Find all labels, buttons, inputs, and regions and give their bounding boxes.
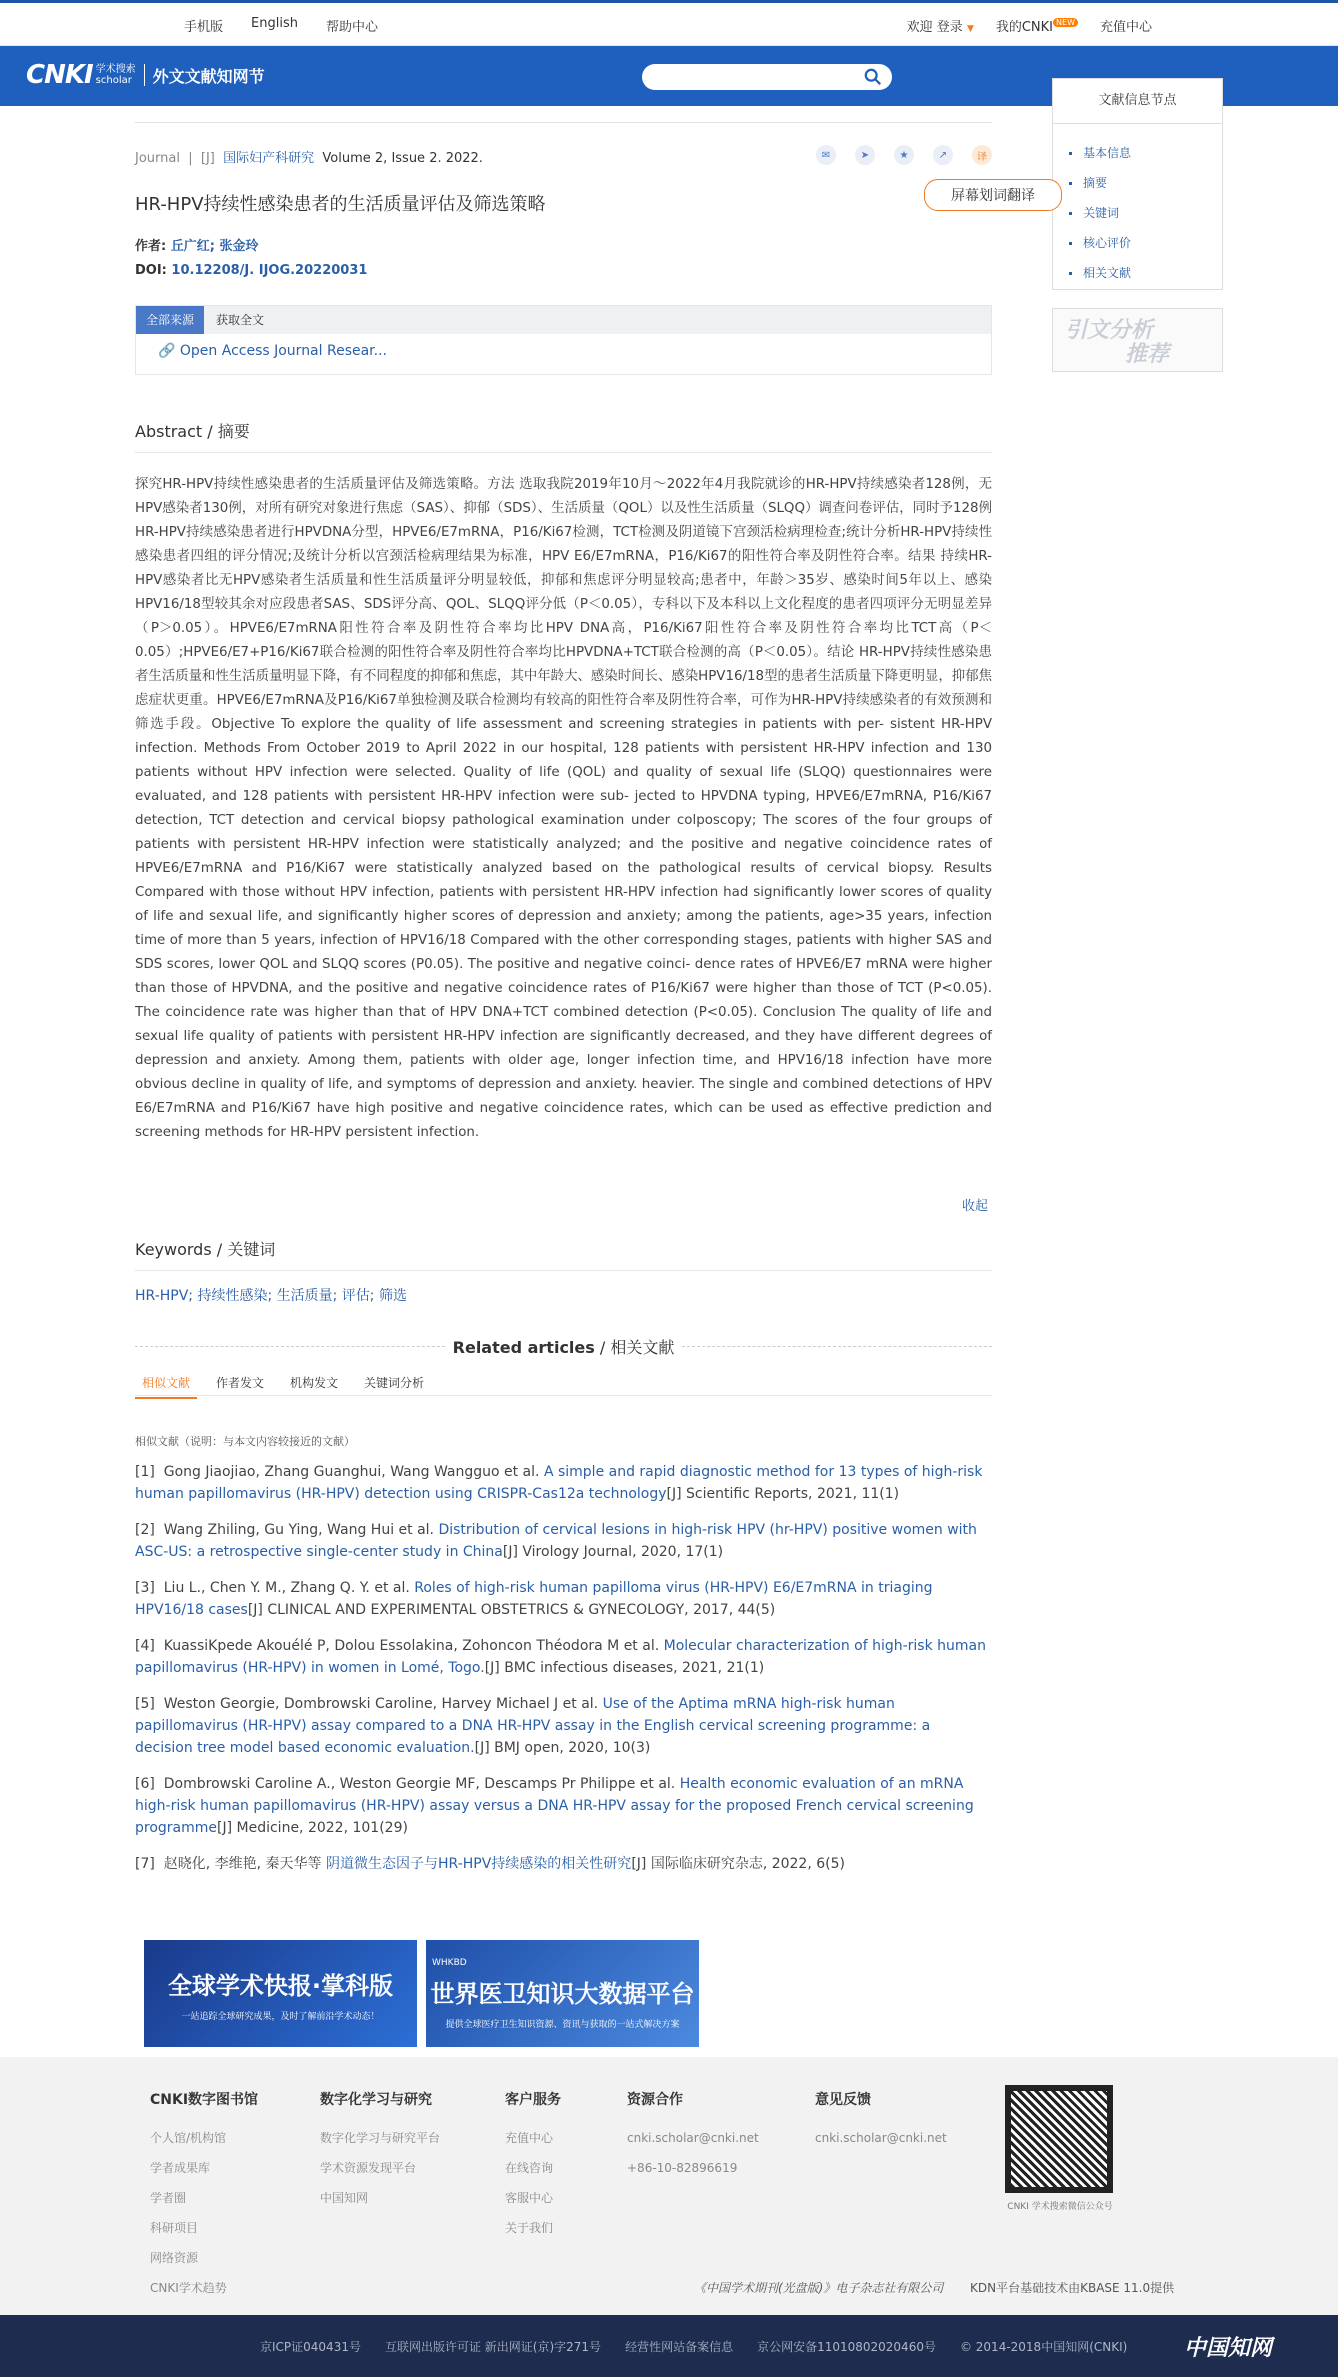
footer-link[interactable]: 在线咨询 [505,2161,554,2175]
ref-link[interactable]: 阴道微生态因子与HR-HPV持续感染的相关性研究 [326,1856,632,1872]
record-text[interactable]: 经营性网站备案信息 [625,2340,734,2354]
keywords-heading: Keywords / 关键词 [135,1237,992,1271]
side-item-related[interactable]: 相关文献 [1069,258,1222,288]
ref-link[interactable]: A simple and rapid diagnostic method for 13 types of high-risk human papillomavirus (HR-HPV) detection using CRISPR-Cas12a technology [135,1464,983,1502]
star-icon[interactable]: ★ [894,145,914,165]
journal-link[interactable]: 国际妇产科研究 [223,151,315,166]
share-icon[interactable]: ➤ [855,145,875,165]
help-link[interactable]: 帮助中心 [325,20,378,35]
english-link[interactable]: English [251,16,298,31]
tab-institution[interactable]: 机构发文 [290,1376,339,1390]
reference-list [135,1461,992,1889]
abstract-text: 探究HR-HPV持续性感染患者的生活质量评估及筛选策略。方法 选取我院2019年10月～2022年4月我院就诊的HR-HPV持续感染者128例，无HPV感染者130例，对所有研究对象进行焦虑（SAS）、抑郁（SDS）、生活质量（QOL）以及性生活质量（SLQQ）调查问卷评估，同时予128例HR-HPV持续感染患者进行HPVDNA分型，HPVE6/E7mRNA，P16/Ki67检测，TCT检测及阴道镜下宫颈活检病理检查;统计分析HR-HPV持续性感染患者四组的评分情况;及统计分析以宫颈活检病理结果为标准，HPV E6/E7mRNA，P16/Ki67的阳性符合率及阴性符合率。结果 持续HR-HPV感染者比无HPV感染者生活质量和性生活质量评分明显较低，抑郁和焦虑评分明显较高;患者中，年龄＞35岁、感染时间5年以上、感染HPV16/18型较其余对应段患者SAS、SDS评分高、QOL、SLQQ评分低（P＜0.05），专科以下及本科以上文化程度的患者四项评分无明显差异（P＞0.05）。HPVE6/E7mRNA阳性符合率及阴性符合率均比HPV DNA高，P16/Ki67阳性符合率及阴性符合率均比TCT高（P＜0.05）;HPVE6/E7+P16/Ki67联合检测的阳性符合率及阴性符合率均比HPVDNA+TCT联合检测的高（P＜0.05）。结论 HR-HPV持续性感染患者生活质量和性生活质量明显下降，有不同程度的抑郁和焦虑，其中年龄大、感染时间长、感染HPV16/18型的患者生活质量下降更明显，抑郁焦虑症状更重。HPVE6/E7mRNA及P16/Ki67单独检测及联合检测均有较高的阳性符合率及阴性符合率，可作为HR-HPV持续感染者的有效预测和筛选手段。Objective To explore the quality of life assessment and screening strategies in patients with per- sistent HR-HPV infection. Methods From October 2019 to April 2022 in our hospital, 128 patients with persistent HR-HPV infection and 130 patients without HPV infection were selected. Quality of life (QOL) and quality of sexual life (SLQQ) questionnaires were evaluated, and 128 patients with persistent HR-HPV infection were sub- jected to HPVDNA typing, HPVE6/E7mRNA, P16/Ki67 detection, TCT detection and cervical biopsy pathological examination under colposcopy; The scores of the four groups of patients with persistent HR-HPV infection were statistically analyzed; and the positive and negative coincidence rates of HPVE6/E7mRNA and P16/Ki67 were statistically analyzed based on the pathological results of cervical biopsy. Results Compared with those without HPV infection, patients with persistent HR-HPV infection had significantly lower scores of quality of life and sexual life, and significantly higher scores of depression and anxiety; among the patients, age>35 years, infection time of more than 5 years, infection of HPV16/18 Compared with the other corresponding stages, patients with higher SAS and SDS scores, lower QOL and SLQQ scores (P0.05). The positive and negative coinci- dence rates of HPVE6/E7 mRNA were higher than those of HPVDNA, and the positive and negative coincidence rates of P16/Ki67 were higher than those of TCT (P<0.05). The coincidence rate was higher than that of HPV DNA+TCT combined detection (P<0.05). Conclusion The quality of life and sexual life quality of patients with persistent HR-HPV infection are significantly decreased, and they have different degrees of depression and anxiety. Among them, patients with older age, longer infection time, and HPV16/18 infection have more obvious decline in quality of life, and symptoms of depression and anxiety. heavier. The single and combined detections of HPV E6/E7mRNA and P16/Ki67 have high positive and negative coincidence rates, which can be used as effective prediction and screening methods for HR-HPV persistent infection. [135,477,992,1140]
footer-link[interactable]: 学者圈 [150,2191,187,2205]
list-item: [1] Gong Jiaojiao, Zhang Guanghui, Wang Wangguo et al. A simple and rapid diagnostic method for 13 types of high-risk human papillomavirus (HR-HPV) detection using CRISPR-Cas12a technology[J] Scientific Reports, 2021, 11(1) [135,1464,983,1502]
footer-link[interactable]: cnki.scholar@cnki.net [627,2131,759,2145]
tech-text: KDN平台基础技术由KBASE 11.0提供 [970,2281,1175,2295]
abstract-heading: Abstract / 摘要 [135,419,992,453]
open-access-link[interactable]: Open Access Journal Resear... [179,343,387,359]
footer-link[interactable]: 学者成果库 [150,2161,211,2175]
publisher-text: 《中国学术期刊(光盘版)》电子杂志社有限公司 [694,2281,944,2295]
list-item: [5] Weston Georgie, Dombrowski Caroline, Harvey Michael J et al. Use of the Aptima mRNA high-risk human papillomavirus (HR-HPV) assay compared to a DNA HR-HPV assay in the English cervical screening programme: a decision tree model based economic evaluation.[J] BMJ open, 2020, 10(3) [135,1696,931,1756]
recharge-link[interactable]: 充值中心 [1099,20,1152,35]
footer-col-learning: 数字化学习与研究 数字化学习与研究平台 学术资源发现平台 中国知网 [320,2089,440,2213]
tab-keyword-analysis[interactable]: 关键词分析 [364,1376,425,1390]
footer-link[interactable]: cnki.scholar@cnki.net [815,2131,947,2145]
tab-get-fulltext[interactable]: 获取全文 [216,313,265,327]
footer-link[interactable]: 客服中心 [505,2191,554,2205]
footer-link[interactable]: 中国知网 [320,2191,369,2205]
side-item-basic[interactable]: 基本信息 [1069,138,1222,168]
page-title: HR-HPV持续性感染患者的生活质量评估及筛选策略 [135,194,546,215]
similar-note: 相似文献（说明：与本文内容较接近的文献） [135,1435,355,1448]
main-content [135,122,1035,1872]
footer-link[interactable]: 网络资源 [150,2251,199,2265]
chevron-down-icon: ▼ [966,24,974,34]
my-cnki-link[interactable]: 我的CNKI [995,20,1054,35]
collapse-link[interactable]: 收起 [961,1199,988,1214]
info-nodes-panel [1052,78,1223,290]
footer-link: +86-10-82896619 [627,2161,738,2175]
authors-row: 作者: 丘广红; 张金玲 [135,239,259,254]
top-bar [0,0,1338,46]
ref-link[interactable]: Roles of high-risk human papilloma virus (HR-HPV) E6/E7mRNA in triaging HPV16/18 cases [135,1580,933,1618]
tab-author[interactable]: 作者发文 [216,1376,265,1390]
qr-caption: CNKI 学术搜索微信公众号 [1007,2202,1113,2212]
breadcrumb: Journal | [J] 国际妇产科研究 Volume 2, Issue 2. 2022. [135,151,483,166]
list-item: [4] KuassiKpede Akouélé P, Dolou Essolakina, Zohoncon Théodora M et al. Molecular characterization of high-risk human papillomavirus (HR-HPV) in women in Lomé, Togo.[J] BMC infectious diseases, 2021, 21(1) [135,1638,986,1676]
copyright-text: © 2014-2018中国知网(CNKI) [959,2340,1128,2354]
toolbar [816,145,992,165]
qr-code [1005,2085,1113,2193]
tab-similar[interactable]: 相似文献 [135,1374,197,1399]
footer-col-feedback: 意见反馈 cnki.scholar@cnki.net [815,2089,947,2153]
link-icon: 🔗 [158,343,176,359]
footer-link[interactable]: CNKI学术趋势 [150,2281,227,2295]
footer-link[interactable]: 数字化学习与研究平台 [320,2131,441,2145]
banner-medical-platform[interactable]: WHKBD 世界医卫知识大数据平台 提供全球医疗卫生知识资源、资讯与获取的一站式解决方案 [426,1940,699,2047]
police-text[interactable]: 京公网安备11010802020460号 [757,2340,936,2354]
footer-link[interactable]: 个人馆/机构馆 [150,2131,227,2145]
copyright-bar [0,2315,1338,2377]
footer-link[interactable]: 关于我们 [505,2221,554,2235]
side-item-core[interactable]: 核心评价 [1069,228,1222,258]
ref-link[interactable]: Use of the Aptima mRNA high-risk human papillomavirus (HR-HPV) assay compared to a DNA HR-HPV assay in the English cervical screening programme: a decision tree model based economic evaluation. [135,1696,931,1756]
search-input[interactable] [642,64,892,90]
translate-icon[interactable]: 译 [972,145,992,165]
new-badge: NEW [1053,18,1078,27]
footer-col-cooperation: 资源合作 cnki.scholar@cnki.net +86-10-82896619 [627,2089,759,2183]
list-item: [3] Liu L., Chen Y. M., Zhang Q. Y. et al. Roles of high-risk human papilloma virus (HR-HPV) E6/E7mRNA in triaging HPV16/18 cases[J] CLINICAL AND EXPERIMENTAL OBSTETRICS & GYNECOLOGY, 2017, 44(5) [135,1580,933,1618]
footer-col-service: 客户服务 充值中心 在线咨询 客服中心 关于我们 [505,2089,561,2243]
ref-link[interactable]: Distribution of cervical lesions in high-risk HPV (hr-HPV) positive women with ASC-US: a retrospective single-center study in China [135,1522,977,1560]
keywords-list[interactable]: HR-HPV; 持续性感染; 生活质量; 评估; 筛选 [135,1288,407,1304]
doi-row: DOI: 10.12208/J. IJOG.20220031 [135,263,368,278]
mobile-link[interactable]: 手机版 [184,20,224,35]
source-box [135,305,992,375]
welcome-text: 欢迎 登录 ▼ [906,20,974,35]
cnki-logo[interactable]: CNKI 学术搜索 scholar 外文文献知网节 [26,60,265,90]
authors-link[interactable]: 丘广红; 张金玲 [170,239,259,254]
search-icon[interactable] [864,68,882,86]
site-title: 外文文献知网节 [152,66,265,86]
list-item: [6] Dombrowski Caroline A., Weston Georgie MF, Descamps Pr Philippe et al. Health economic evaluation of an mRNA high-risk human papillomavirus (HR-HPV) assay versus a DNA HR-HPV assay for the proposed French cervical screening programme[J] Medicine, 2022, 101(29) [135,1776,974,1836]
side-item-abstract[interactable]: 摘要 [1069,168,1222,198]
footer-col-library: CNKI数字图书馆 个人馆/机构馆 学者成果库 学者圈 科研项目 网络资源 CNKI学术趋势 [150,2089,258,2303]
list-item: [7] 赵晓化, 李维艳, 秦天华等 阴道微生态因子与HR-HPV持续感染的相关性研究[J] 国际临床研究杂志, 2022, 6(5) [135,1856,845,1872]
login-link[interactable]: 登录 [936,20,963,35]
footer-link[interactable]: 科研项目 [150,2221,199,2235]
mail-icon[interactable]: ✉ [816,145,836,165]
translate-tooltip: 屏幕划词翻译 [924,179,1062,211]
icp-text[interactable]: 京ICP证040431号 [260,2340,361,2354]
license-text[interactable]: 互联网出版许可证 新出网证(京)字271号 [384,2340,602,2354]
panel-title: 文献信息节点 [1053,79,1222,124]
tab-all-sources[interactable]: 全部来源 [136,306,204,334]
footer-link[interactable]: 学术资源发现平台 [320,2161,417,2175]
ref-link[interactable]: Health economic evaluation of an mRNA high-risk human papillomavirus (HR-HPV) assay versus a DNA HR-HPV assay for the proposed French cervical screening programme [135,1776,974,1836]
cnki-footer-logo: 中国知网 [1183,2336,1272,2361]
side-item-keywords[interactable]: 关键词 [1069,198,1222,228]
export-icon[interactable]: ↗ [933,145,953,165]
list-item: [2] Wang Zhiling, Gu Ying, Wang Hui et al. Distribution of cervical lesions in high-risk HPV (hr-HPV) positive women with ASC-US: a retrospective single-center study in China[J] Virology Journal, 2020, 17(1) [135,1522,977,1560]
footer-link[interactable]: 充值中心 [505,2131,554,2145]
ref-link[interactable]: Molecular characterization of high-risk human papillomavirus (HR-HPV) in women in Lomé, Togo. [135,1638,986,1676]
citation-analysis-banner[interactable]: 引文分析 推荐 [1052,308,1223,372]
doi-link[interactable]: 10.12208/J. IJOG.20220031 [171,263,368,278]
related-heading: Related articles / 相关文献 [135,1335,992,1358]
footer [0,2057,1338,2315]
banner-scholar-express[interactable]: 全球学术快报·掌科版 一站追踪全球研究成果，及时了解前沿学术动态！ [144,1940,417,2047]
ad-banners [144,1940,699,2047]
